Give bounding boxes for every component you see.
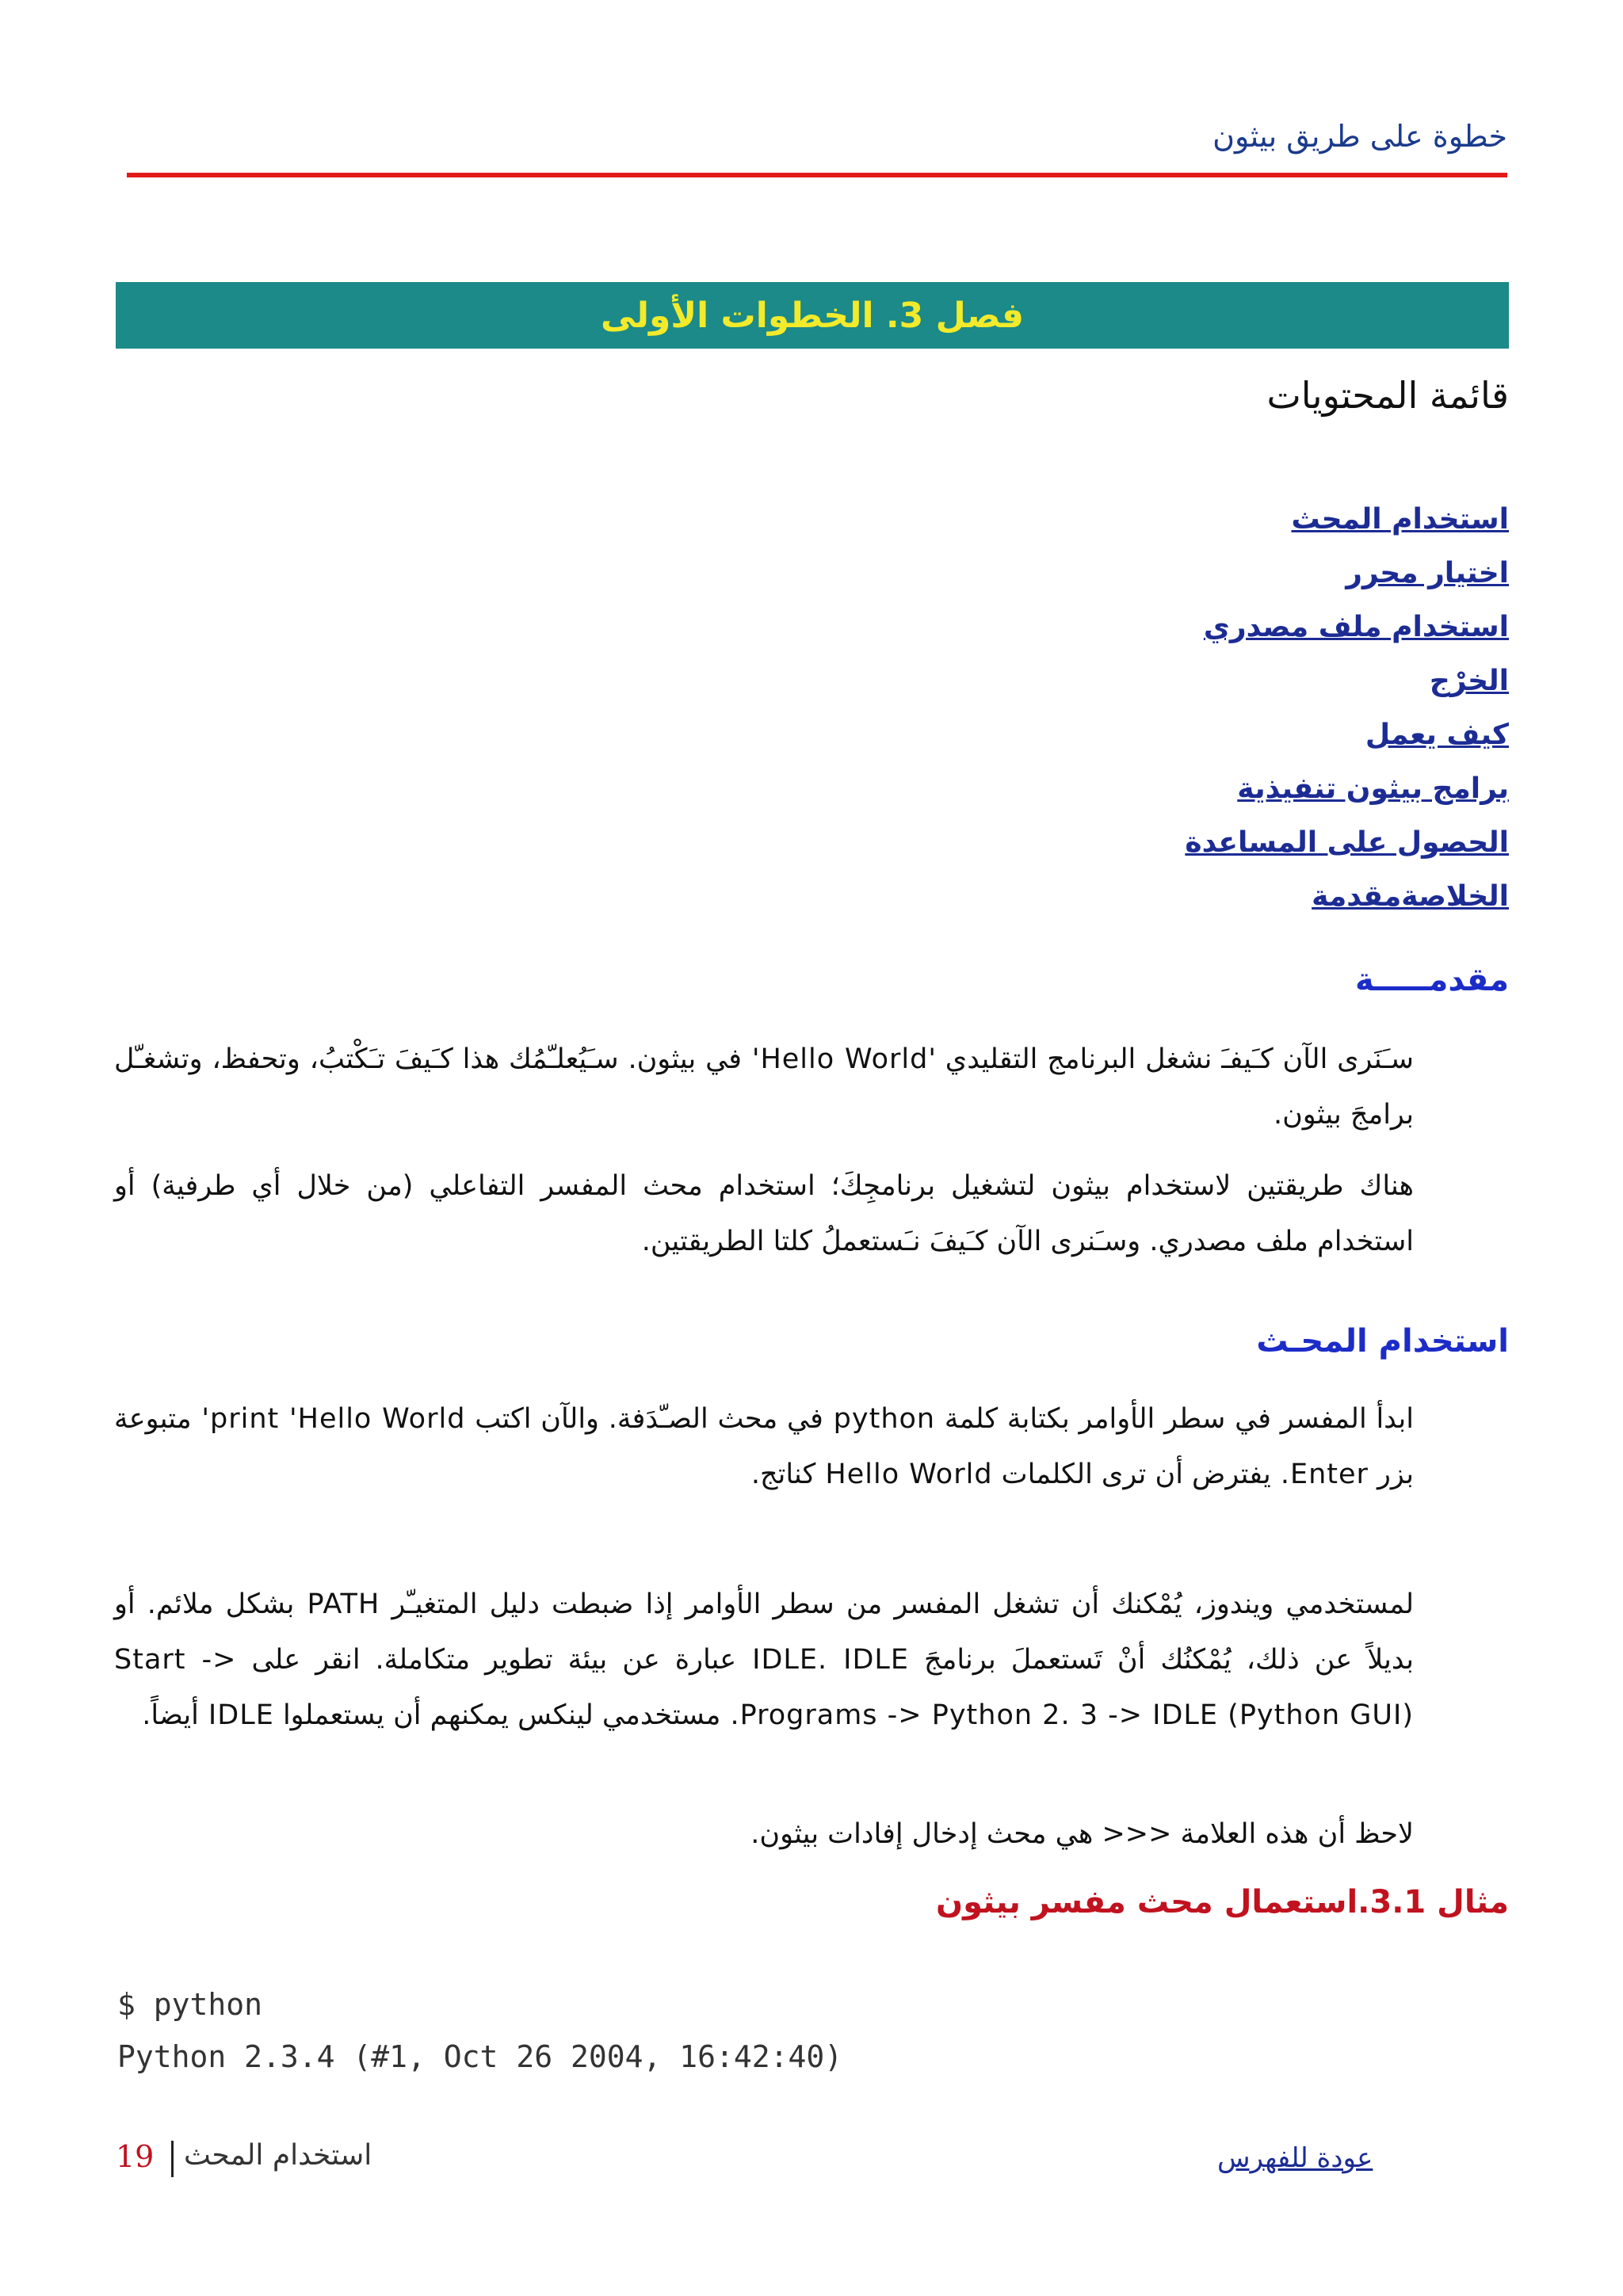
running-header: خطوة على طريق بيثون [1212, 119, 1507, 154]
chapter-title: فصل 3. الخطوات الأولى [600, 295, 1025, 336]
intro-heading: مقدمـــــة [1354, 962, 1509, 998]
toc-link-help[interactable]: الحصول على المساعدة [1185, 826, 1509, 859]
header-rule [127, 173, 1507, 177]
footer-section-name: استخدام المحث [184, 2139, 372, 2172]
usage-paragraph-1: ابدأ المفسر في سطر الأوامر بكتابة كلمة python في محث الصـّدَفة. والآن اكتب print 'Hello World' متبوعة بزر Enter. يفترض أن ترى الكلمات Hello World كناتج. [114, 1403, 1415, 1490]
page-number: 19 [116, 2139, 155, 2174]
toc-item [1185, 713, 1509, 767]
toc-item [1185, 821, 1509, 875]
toc-link-executable[interactable]: برامج بيثون تنفيذية [1237, 772, 1509, 805]
usage-paragraph-2: لمستخدمي ويندوز، يُمْكنك أن تشغل المفسر من سطر الأوامر إذا ضبطت دليل المتغيـّر PATH بشكل ملائم. أو بديلاً عن ذلك، يُمْكنُك أنْ تَستعملَ برنامجَ IDLE. IDLE عبارة عن بيئة تطوير متكاملة. انقر على Start -> Programs -> Python 2. 3 -> IDLE (Python GUI). مستخدمي لينكس يمكنهم أن يستعملوا IDLE أيضاً. [114, 1589, 1414, 1731]
toc-link-summary[interactable]: الخلاصةمقدمة [1312, 880, 1509, 913]
toc-link-prompt[interactable]: استخدام المحث [1291, 503, 1509, 536]
toc-item [1185, 875, 1509, 929]
chapter-banner [116, 282, 1509, 349]
toc-link-source-file[interactable]: استخدام ملف مصدري [1203, 611, 1509, 643]
intro-paragraph-1: سـَنَرى الآن كـَيفـَ نشغل البرنامج التقليدي 'Hello World' في بيثون. سـَيُعلـّمُك هذا كـَيفَ تـَكْتبُ، وتحفظ، وتشغـّل برامجَ بيثون. [114, 1043, 1415, 1131]
example-caption: مثال 3.1.استعمال محث مفسر بيثون [935, 1884, 1509, 1920]
toc-item [1185, 605, 1509, 659]
toc-link-editor[interactable]: اختيار محرر [1346, 557, 1509, 589]
toc-item [1185, 551, 1509, 605]
code-line: Python 2.3.4 (#1, Oct 26 2004, 16:42:40) [117, 2039, 843, 2074]
footer-separator [171, 2141, 174, 2177]
toc-list [1185, 498, 1509, 929]
back-to-index-link[interactable]: عودة للفهرس [1217, 2142, 1373, 2174]
toc-link-output[interactable]: الخرْج [1429, 665, 1509, 697]
code-line: $ python [117, 1987, 263, 2022]
toc-item [1185, 767, 1509, 821]
toc-item [1185, 498, 1509, 551]
usage-heading: استخدام المحـث [1256, 1323, 1509, 1360]
toc-heading: قائمة المحتويات [1266, 374, 1509, 417]
usage-paragraph-3: لاحظ أن هذه العلامة <<< هي محث إدخال إفادات بيثون. [750, 1818, 1414, 1850]
intro-paragraph-2: هناك طريقتين لاستخدام بيثون لتشغيل برنامجِكَ؛ استخدام محث المفسر التفاعلي (من خلال أي طرفية) أو استخدام ملف مصدري. وسـَنرى الآن كـَيفَ نـَستعملُ كلتا الطريقتين. [114, 1170, 1414, 1257]
toc-link-how-it-works[interactable]: كيف يعمل [1365, 719, 1509, 751]
toc-item [1185, 659, 1509, 713]
